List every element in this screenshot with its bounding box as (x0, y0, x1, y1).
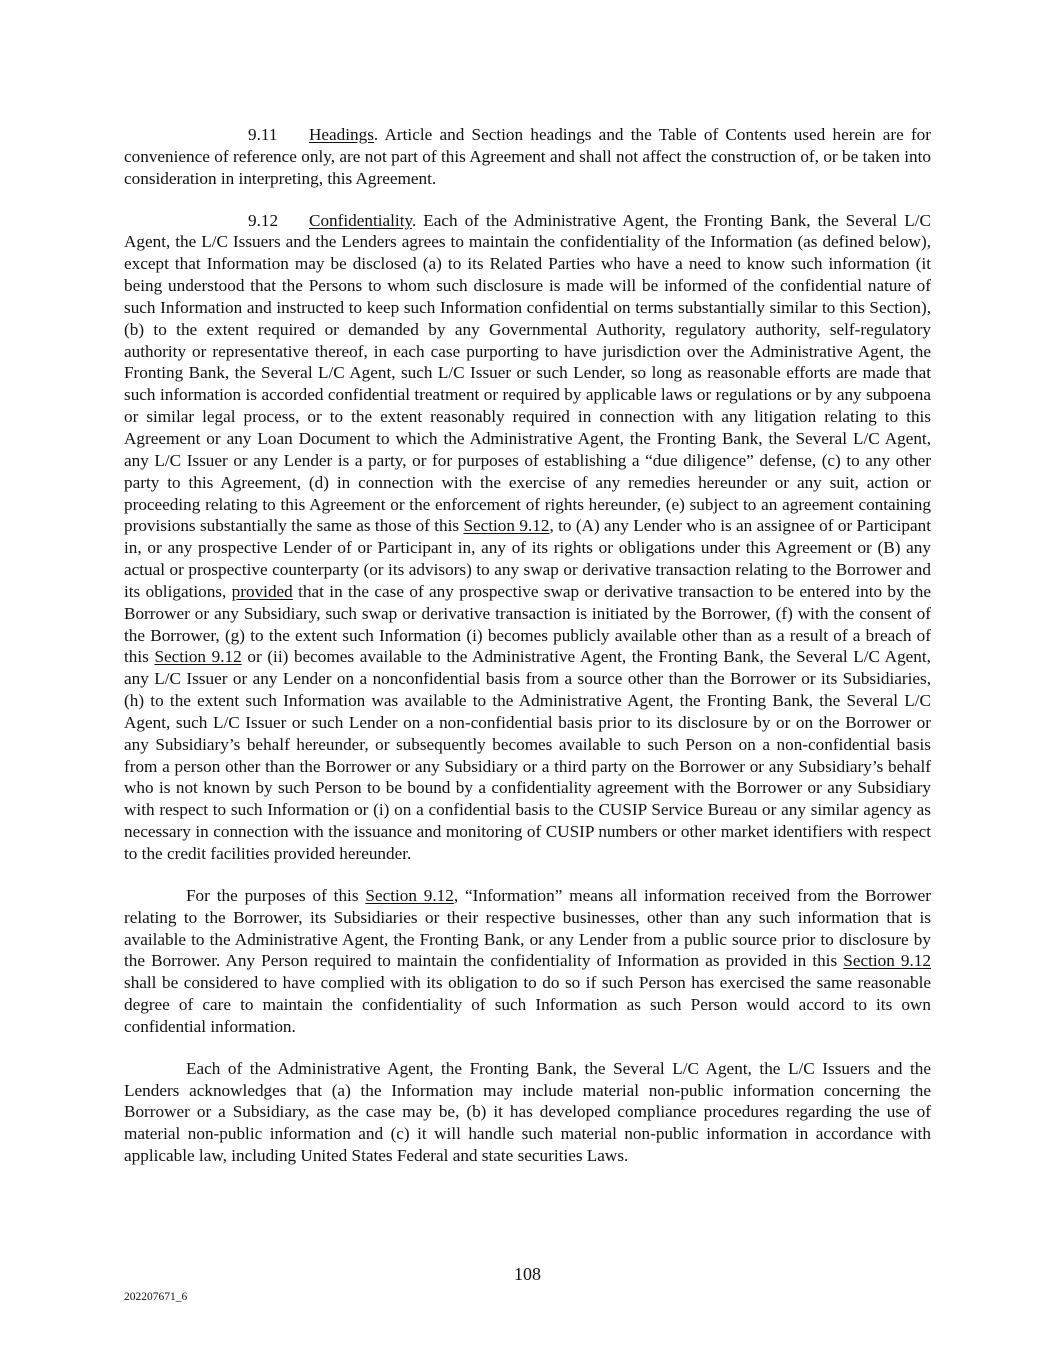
section-text: that in the case of any prospective swap or derivative transaction to be entered into by the Borrower or any Subsidiary, such swap or derivative transaction is initiated by the Borrower, (f) with the consent of the Borrower, (g) to the extent such Information (i) becomes publicly available other than as a result of a breach of this (124, 581, 931, 667)
section-reference: Section 9.12 (154, 647, 242, 667)
section-reference: Section 9.12 (463, 516, 550, 536)
section-text: or (ii) becomes available to the Administrative Agent, the Fronting Bank, the Several L/C Agent, any L/C Issuer or any Lender on a nonconfidential basis from a source other than the Borrower or its Subsidiaries, (h) to the extent such Information was available to the Administrative Agent, the Fronting Bank, the Several L/C Agent, such L/C Issuer or such Lender on a non-confidential basis prior to its disclosure by or on the Borrower or any Subsidiary’s behalf hereunder, or subsequently becomes available to such Person on a non-confidential basis from a person other than the Borrower or any Subsidiary or a third party on the Borrower or any Subsidiary’s behalf who is not known by such Person to be bound by a confidentiality agreement with the Borrower or any Subsidiary with respect to such Information or (i) on a confidential basis to the CUSIP Service Bureau or any similar agency as necessary in connection with the issuance and monitoring of CUSIP numbers or other market identifiers with respect to the credit facilities provided hereunder. (124, 647, 931, 863)
information-definition-paragraph (124, 885, 931, 1038)
paragraph-text: , “Information” means all information received from the Borrower relating to the Borrower, its Subsidiaries or their respective businesses, other than any such information that is available to the Administrative Agent, the Fronting Bank, or any Lender from a public source prior to disclosure by the Borrower. Any Person required to maintain the confidentiality of Information as provided in this (124, 885, 931, 971)
page-number: 108 (514, 1264, 541, 1284)
paragraph-text: shall be considered to have complied with its obligation to do so if such Person has exercised the same reasonable degree of care to maintain the confidentiality of such Information as such Person would accord to its own confidential information. (124, 973, 931, 1036)
section-number: 9.11 (248, 125, 278, 144)
section-text: . Each of the Administrative Agent, the Fronting Bank, the Several L/C Agent, the L/C Issuers and the Lenders agrees to maintain the confidentiality of the Information (as defined below), except that Information may be disclosed (a) to its Related Parties who have a need to know such information (it being understood that the Persons to whom such disclosure is made will be informed of the confidential nature of such Information and instructed to keep such Information confidential on terms substantially similar to this Section), (b) to the extent required or demanded by any Governmental Authority, regulatory authority, self-regulatory authority or representative thereof, in each case purporting to have jurisdiction over the Administrative Agent, the Fronting Bank, the Several L/C Agent, such L/C Issuer or such Lender, so long as reasonable efforts are made that such information is accorded confidential treatment or required by applicable laws or regulations or by any subpoena or similar legal process, or to the extent reasonably required in connection with any litigation relating to this Agreement or any Loan Document to which the Administrative Agent, the Fronting Bank, the Several L/C Agent, any L/C Issuer or any Lender is a party, or for purposes of establishing a “due diligence” defense, (c) to any other party to this Agreement, (d) in connection with the exercise of any remedies hereunder or any suit, action or proceeding relating to this Agreement or the enforcement of rights hereunder, (e) subject to an agreement containing provisions substantially the same as those of this (124, 210, 931, 536)
section-number: 9.12 (248, 210, 279, 230)
section-reference: Section 9.12 (365, 885, 454, 905)
section-reference: Section 9.12 (843, 951, 932, 971)
section-text: . Article and Section headings and the Table of Contents used herein are for convenience of reference only, are not part of this Agreement and shall not affect the construction of, or be taken into consideration in interpreting, this Agreement. (124, 125, 931, 188)
paragraph-text: For the purposes of this (186, 885, 366, 905)
paragraph-text: Each of the Administrative Agent, the Fronting Bank, the Several L/C Agent, the L/C Issuers and the Lenders acknowledges that (a) the Information may include material non-public information concerning the Borrower or a Subsidiary, as the case may be, (b) it has developed compliance procedures regarding the use of material non-public information and (c) it will handle such material non-public information in accordance with applicable law, including United States Federal and state securities Laws. (124, 1058, 931, 1166)
document-id: 202207671_6 (124, 1291, 188, 1303)
provided-term: provided (231, 581, 293, 601)
document-body (124, 124, 931, 1187)
section-text: , to (A) any Lender who is an assignee of or Participant in, or any prospective Lender of or Participant in, any of its rights or obligations under this Agreement or (B) any actual or prospective counterparty (or its advisors) to any swap or derivative transaction relating to the Borrower and its obligations, (124, 516, 931, 601)
section-9-11 (124, 124, 931, 190)
section-9-12 (124, 210, 931, 865)
section-heading: Confidentiality (309, 210, 412, 230)
section-heading: Headings (309, 125, 374, 144)
acknowledgement-paragraph (124, 1058, 931, 1167)
